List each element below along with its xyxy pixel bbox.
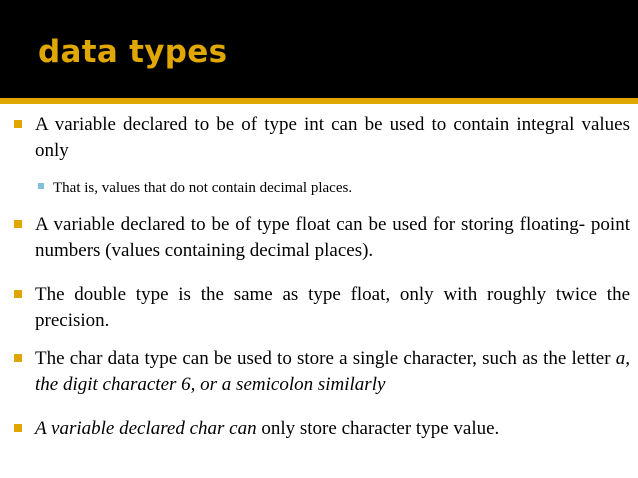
bullet-item [14,282,630,334]
bullet-text: A variable declared to be of type float can be used for storing floating- point numbers (values containing decimal places). [35,214,630,261]
bullet-item [14,212,630,264]
square-bullet-icon [14,120,22,128]
slide-title: data types [38,34,228,70]
bullet-text: The double type is the same as type float, only with roughly twice the precision. [35,284,630,331]
bullet-text-italic: a, the digit character 6, or a semicolon similarly [35,348,630,395]
title-bar [0,0,638,98]
accent-rule [0,98,638,104]
square-bullet-icon [14,290,22,298]
square-bullet-icon [14,354,22,362]
sub-bullet-item [38,178,630,198]
bullet-text: A variable declared to be of type int can be used to contain integral values only [35,114,630,161]
bullet-item [14,416,630,442]
square-bullet-icon [14,424,22,432]
bullet-item [14,112,630,164]
bullet-text [35,346,630,398]
bullet-text [35,416,630,442]
square-bullet-icon [38,183,44,189]
bullet-text-plain: only store character type value. [256,418,500,439]
square-bullet-icon [14,220,22,228]
bullet-text-plain: The char data type can be used to store a single character, such as the letter [35,348,616,369]
bullet-item [14,346,630,398]
sub-bullet-text: That is, values that do not contain decimal places. [53,180,353,196]
bullet-text-italic: A variable declared char can [35,418,257,439]
